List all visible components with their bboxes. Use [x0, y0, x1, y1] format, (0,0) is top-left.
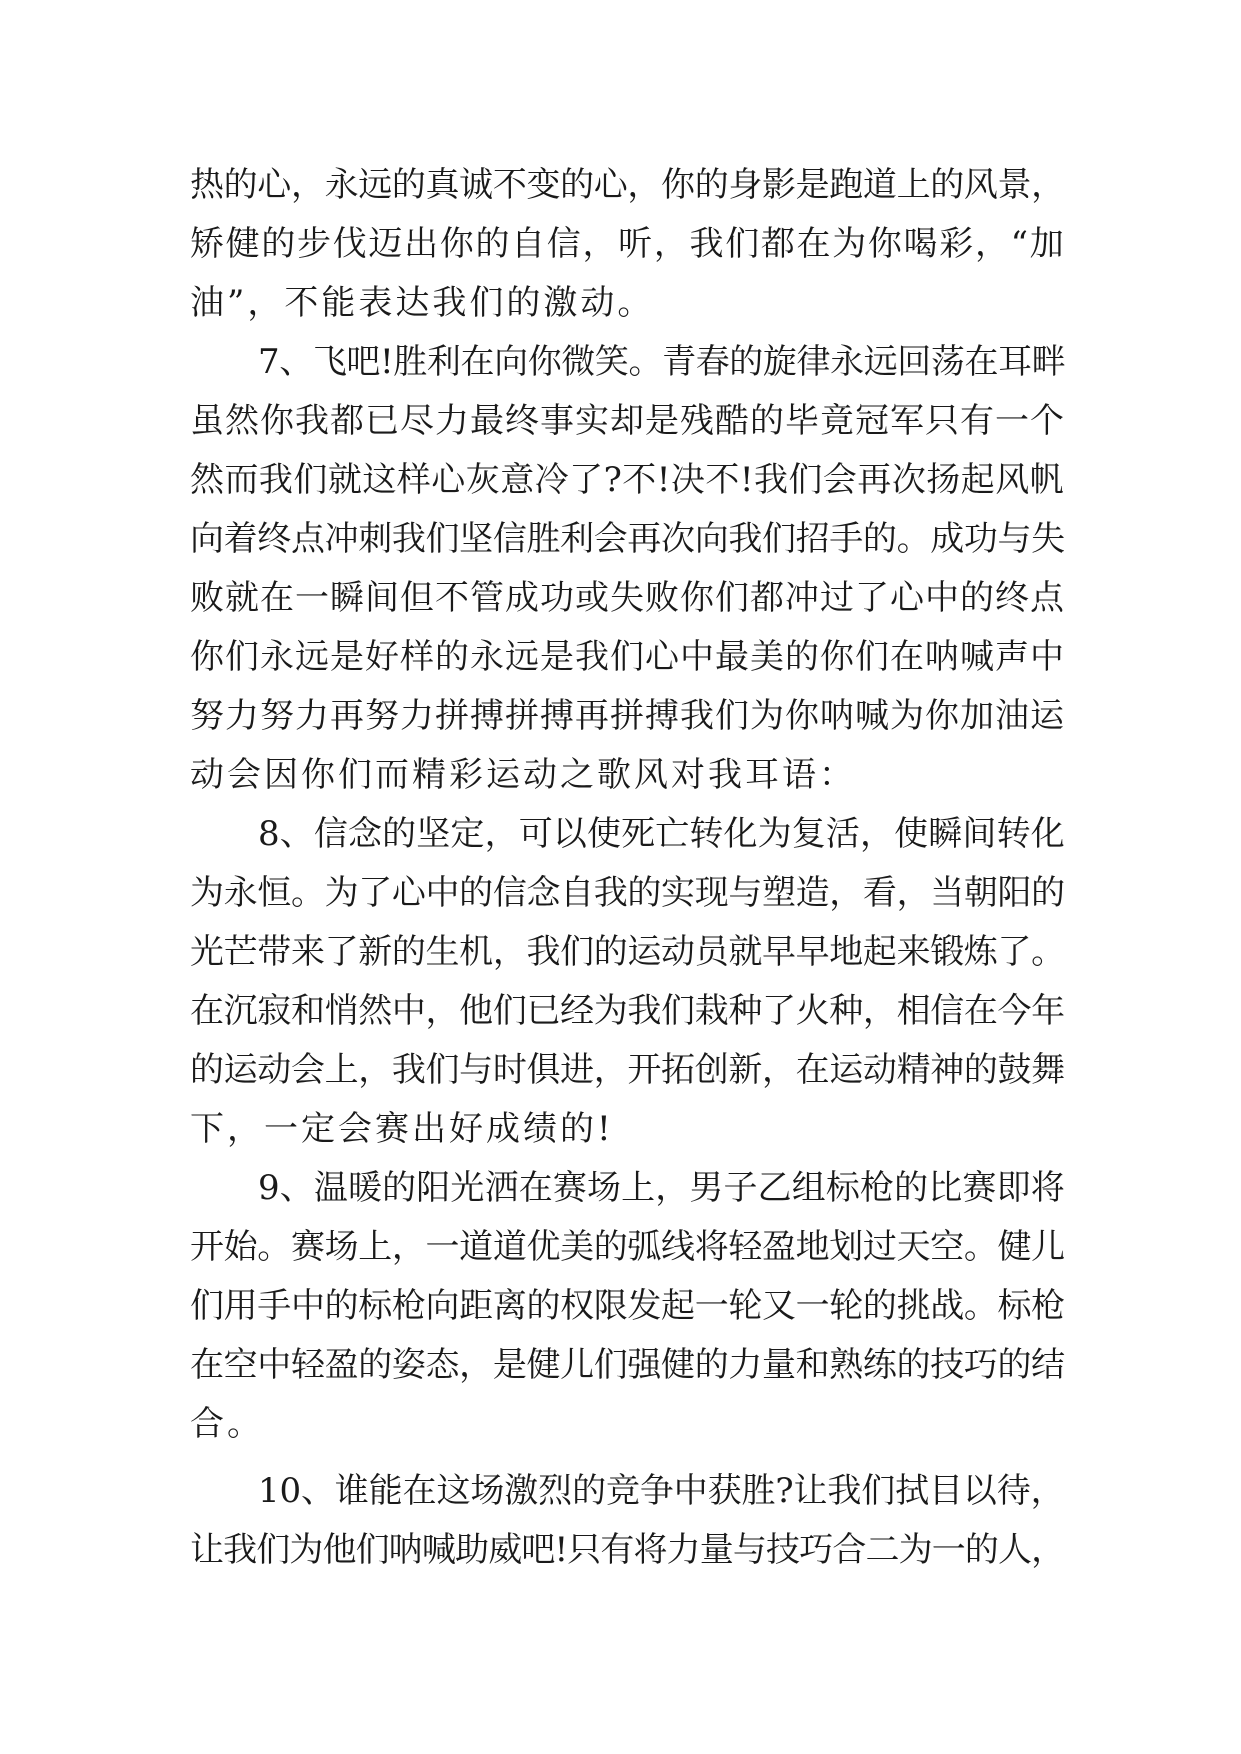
text-line: 败就在一瞬间但不管成功或失败你们都冲过了心中的终点: [190, 578, 1065, 618]
text-line: 在空中轻盈的姿态，是健儿们强健的力量和熟练的技巧的结: [190, 1345, 1065, 1385]
text-line: 光芒带来了新的生机，我们的运动员就早早地起来锻炼了。: [190, 932, 1065, 972]
text-line: 你们永远是好样的永远是我们心中最美的你们在呐喊声中: [190, 637, 1065, 677]
paragraph-10: [190, 1462, 1070, 1580]
text-line: 们用手中的标枪向距离的权限发起一轮又一轮的挑战。标枪: [190, 1286, 1065, 1326]
text-line: 让我们为他们呐喊助威吧!只有将力量与技巧合二为一的人，: [190, 1530, 1065, 1570]
text-line: 9、温暖的阳光洒在赛场上，男子乙组标枪的比赛即将: [258, 1168, 1065, 1208]
text-line: 在沉寂和悄然中，他们已经为我们栽种了火种，相信在今年: [190, 991, 1065, 1031]
text-line: 合。: [190, 1404, 264, 1444]
text-line: 向着终点冲刺我们坚信胜利会再次向我们招手的。成功与失: [190, 519, 1065, 559]
paragraph-continuation: [190, 156, 1070, 333]
text-line: 为永恒。为了心中的信念自我的实现与塑造，看，当朝阳的: [190, 873, 1065, 913]
text-line: 开始。赛场上，一道道优美的弧线将轻盈地划过天空。健儿: [190, 1227, 1065, 1267]
document-body: [190, 156, 1070, 1580]
text-line: 努力努力再努力拼搏拼搏再拼搏我们为你呐喊为你加油运: [190, 696, 1065, 736]
text-line: 然而我们就这样心灰意冷了?不!决不!我们会再次扬起风帆: [190, 460, 1065, 500]
paragraph-9: [190, 1159, 1070, 1454]
paragraph-7: [190, 333, 1070, 805]
text-line: 8、信念的坚定，可以使死亡转化为复活，使瞬间转化: [258, 814, 1065, 854]
text-line: 10、谁能在这场激烈的竞争中获胜?让我们拭目以待，: [258, 1471, 1065, 1511]
text-line: 下，一定会赛出好成绩的!: [190, 1109, 614, 1149]
text-line: 动会因你们而精彩运动之歌风对我耳语：: [190, 755, 856, 795]
text-line: 虽然你我都已尽力最终事实却是残酷的毕竟冠军只有一个: [190, 401, 1065, 441]
text-line: 的运动会上，我们与时俱进，开拓创新，在运动精神的鼓舞: [190, 1050, 1065, 1090]
text-line: 7、飞吧!胜利在向你微笑。青春的旋律永远回荡在耳畔: [258, 342, 1066, 382]
text-line: 油”，不能表达我们的激动。: [190, 283, 655, 323]
text-line: 热的心，永远的真诚不变的心，你的身影是跑道上的风景，: [190, 165, 1065, 205]
paragraph-8: [190, 805, 1070, 1159]
text-line: 矫健的步伐迈出你的自信，听，我们都在为你喝彩，“加: [190, 224, 1066, 264]
